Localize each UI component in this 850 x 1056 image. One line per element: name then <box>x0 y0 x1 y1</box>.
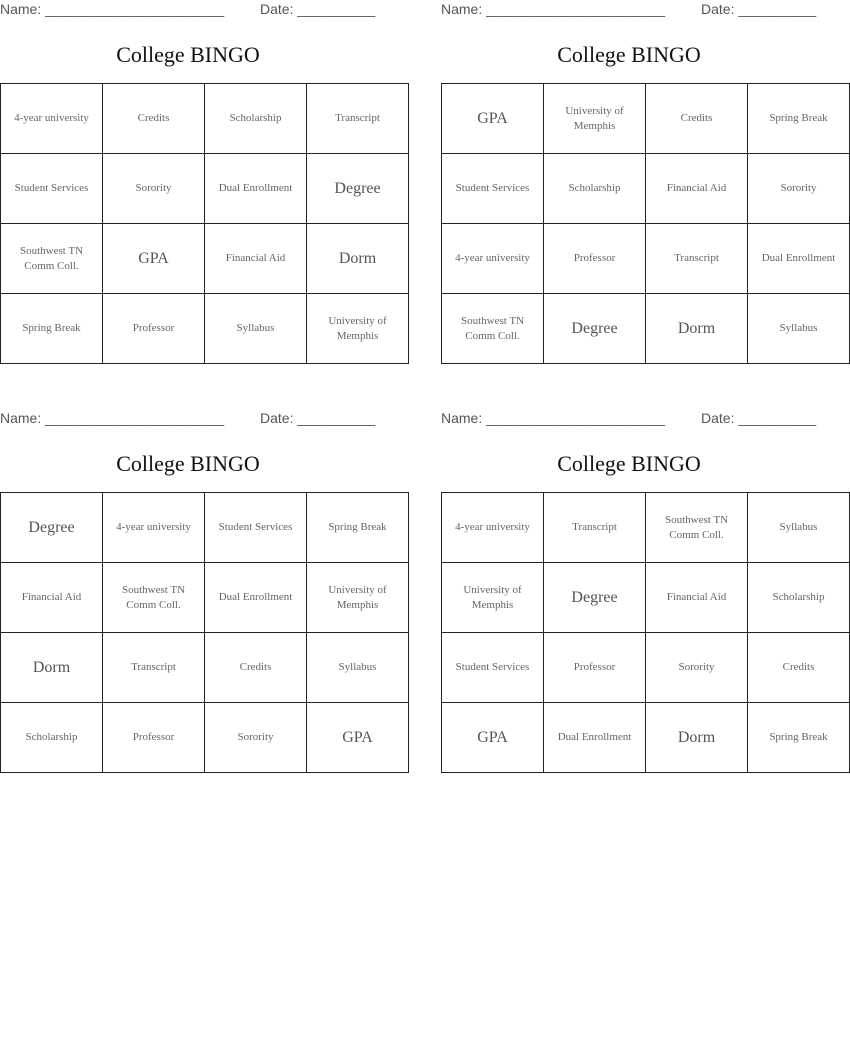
card-title: College BINGO <box>116 451 260 476</box>
card-title: College BINGO <box>557 451 701 476</box>
bingo-cell: Scholarship <box>205 84 307 154</box>
bingo-cell: Degree <box>1 493 103 563</box>
bingo-row <box>1 224 409 294</box>
bingo-cell: Scholarship <box>748 563 850 633</box>
bingo-row <box>1 633 409 703</box>
bingo-cell: Dual Enrollment <box>205 563 307 633</box>
bingo-cell: Student Services <box>442 154 544 224</box>
bingo-grid <box>441 492 850 773</box>
bingo-cell: Dual Enrollment <box>544 703 646 773</box>
bingo-cell: Syllabus <box>205 294 307 364</box>
bingo-cell: University of Memphis <box>544 84 646 154</box>
bingo-cell: Sorority <box>646 633 748 703</box>
bingo-cell: 4-year university <box>1 84 103 154</box>
bingo-cell: Dorm <box>307 224 409 294</box>
card-header <box>441 409 817 431</box>
card-header <box>441 0 817 22</box>
bingo-cell: Professor <box>544 633 646 703</box>
bingo-row <box>1 703 409 773</box>
bingo-cell: Dorm <box>646 703 748 773</box>
bingo-cell: Credits <box>646 84 748 154</box>
bingo-cell: Financial Aid <box>205 224 307 294</box>
bingo-row <box>1 154 409 224</box>
date-field-label: Date: __________ <box>701 410 817 426</box>
bingo-cell: GPA <box>307 703 409 773</box>
bingo-row <box>442 84 850 154</box>
bingo-card <box>441 409 828 746</box>
date-field-label: Date: __________ <box>260 1 376 17</box>
bingo-cell: Syllabus <box>748 294 850 364</box>
bingo-cell: Sorority <box>205 703 307 773</box>
bingo-cell: Transcript <box>646 224 748 294</box>
bingo-cell: 4-year university <box>442 493 544 563</box>
bingo-cell: Southwest TN Comm Coll. <box>1 224 103 294</box>
card-title: College BINGO <box>116 42 260 67</box>
bingo-cell: Professor <box>103 703 205 773</box>
name-field-label: Name: _______________________ <box>0 410 225 426</box>
bingo-cell: Spring Break <box>307 493 409 563</box>
bingo-cell: Professor <box>544 224 646 294</box>
bingo-row <box>442 224 850 294</box>
bingo-cell: Credits <box>103 84 205 154</box>
bingo-cell: Syllabus <box>748 493 850 563</box>
bingo-cell: Scholarship <box>1 703 103 773</box>
bingo-cell: Student Services <box>205 493 307 563</box>
bingo-cell: 4-year university <box>103 493 205 563</box>
bingo-cell: Sorority <box>748 154 850 224</box>
bingo-cell: Spring Break <box>748 84 850 154</box>
bingo-cell: Dual Enrollment <box>205 154 307 224</box>
bingo-row <box>442 563 850 633</box>
bingo-cell: Transcript <box>103 633 205 703</box>
bingo-cell: Syllabus <box>307 633 409 703</box>
bingo-cell: University of Memphis <box>442 563 544 633</box>
bingo-card <box>0 0 387 342</box>
bingo-cell: Sorority <box>103 154 205 224</box>
card-title: College BINGO <box>557 42 701 67</box>
bingo-cell: Financial Aid <box>1 563 103 633</box>
bingo-cell: Scholarship <box>544 154 646 224</box>
bingo-cell: Degree <box>307 154 409 224</box>
bingo-cell: Transcript <box>307 84 409 154</box>
card-header <box>0 0 376 22</box>
bingo-row <box>1 563 409 633</box>
bingo-cell: University of Memphis <box>307 294 409 364</box>
bingo-cell: Spring Break <box>748 703 850 773</box>
bingo-cell: Financial Aid <box>646 563 748 633</box>
bingo-cell: Dorm <box>646 294 748 364</box>
bingo-cell: GPA <box>103 224 205 294</box>
bingo-row <box>442 493 850 563</box>
bingo-row <box>1 84 409 154</box>
date-field-label: Date: __________ <box>260 410 376 426</box>
bingo-cell: Credits <box>205 633 307 703</box>
bingo-card <box>441 0 836 342</box>
bingo-row <box>442 633 850 703</box>
bingo-grid <box>0 83 409 364</box>
bingo-cell: Professor <box>103 294 205 364</box>
bingo-grid <box>441 83 850 364</box>
bingo-row <box>442 703 850 773</box>
bingo-cell: Degree <box>544 563 646 633</box>
name-field-label: Name: _______________________ <box>0 1 225 17</box>
bingo-cell: Southwest TN Comm Coll. <box>442 294 544 364</box>
name-field-label: Name: _______________________ <box>441 1 666 17</box>
bingo-cell: Credits <box>748 633 850 703</box>
bingo-cell: Transcript <box>544 493 646 563</box>
bingo-cell: Student Services <box>442 633 544 703</box>
bingo-cell: Spring Break <box>1 294 103 364</box>
bingo-cell: Southwest TN Comm Coll. <box>103 563 205 633</box>
bingo-cell: 4-year university <box>442 224 544 294</box>
bingo-row <box>1 294 409 364</box>
bingo-cell: Financial Aid <box>646 154 748 224</box>
bingo-grid <box>0 492 409 773</box>
bingo-cell: Southwest TN Comm Coll. <box>646 493 748 563</box>
bingo-cell: University of Memphis <box>307 563 409 633</box>
bingo-row <box>442 294 850 364</box>
name-field-label: Name: _______________________ <box>441 410 666 426</box>
bingo-cell: Student Services <box>1 154 103 224</box>
bingo-row <box>1 493 409 563</box>
bingo-cell: GPA <box>442 84 544 154</box>
bingo-cell: Dual Enrollment <box>748 224 850 294</box>
bingo-cell: GPA <box>442 703 544 773</box>
bingo-cell: Degree <box>544 294 646 364</box>
card-header <box>0 409 376 431</box>
bingo-row <box>442 154 850 224</box>
bingo-card <box>0 409 387 746</box>
date-field-label: Date: __________ <box>701 1 817 17</box>
bingo-cell: Dorm <box>1 633 103 703</box>
